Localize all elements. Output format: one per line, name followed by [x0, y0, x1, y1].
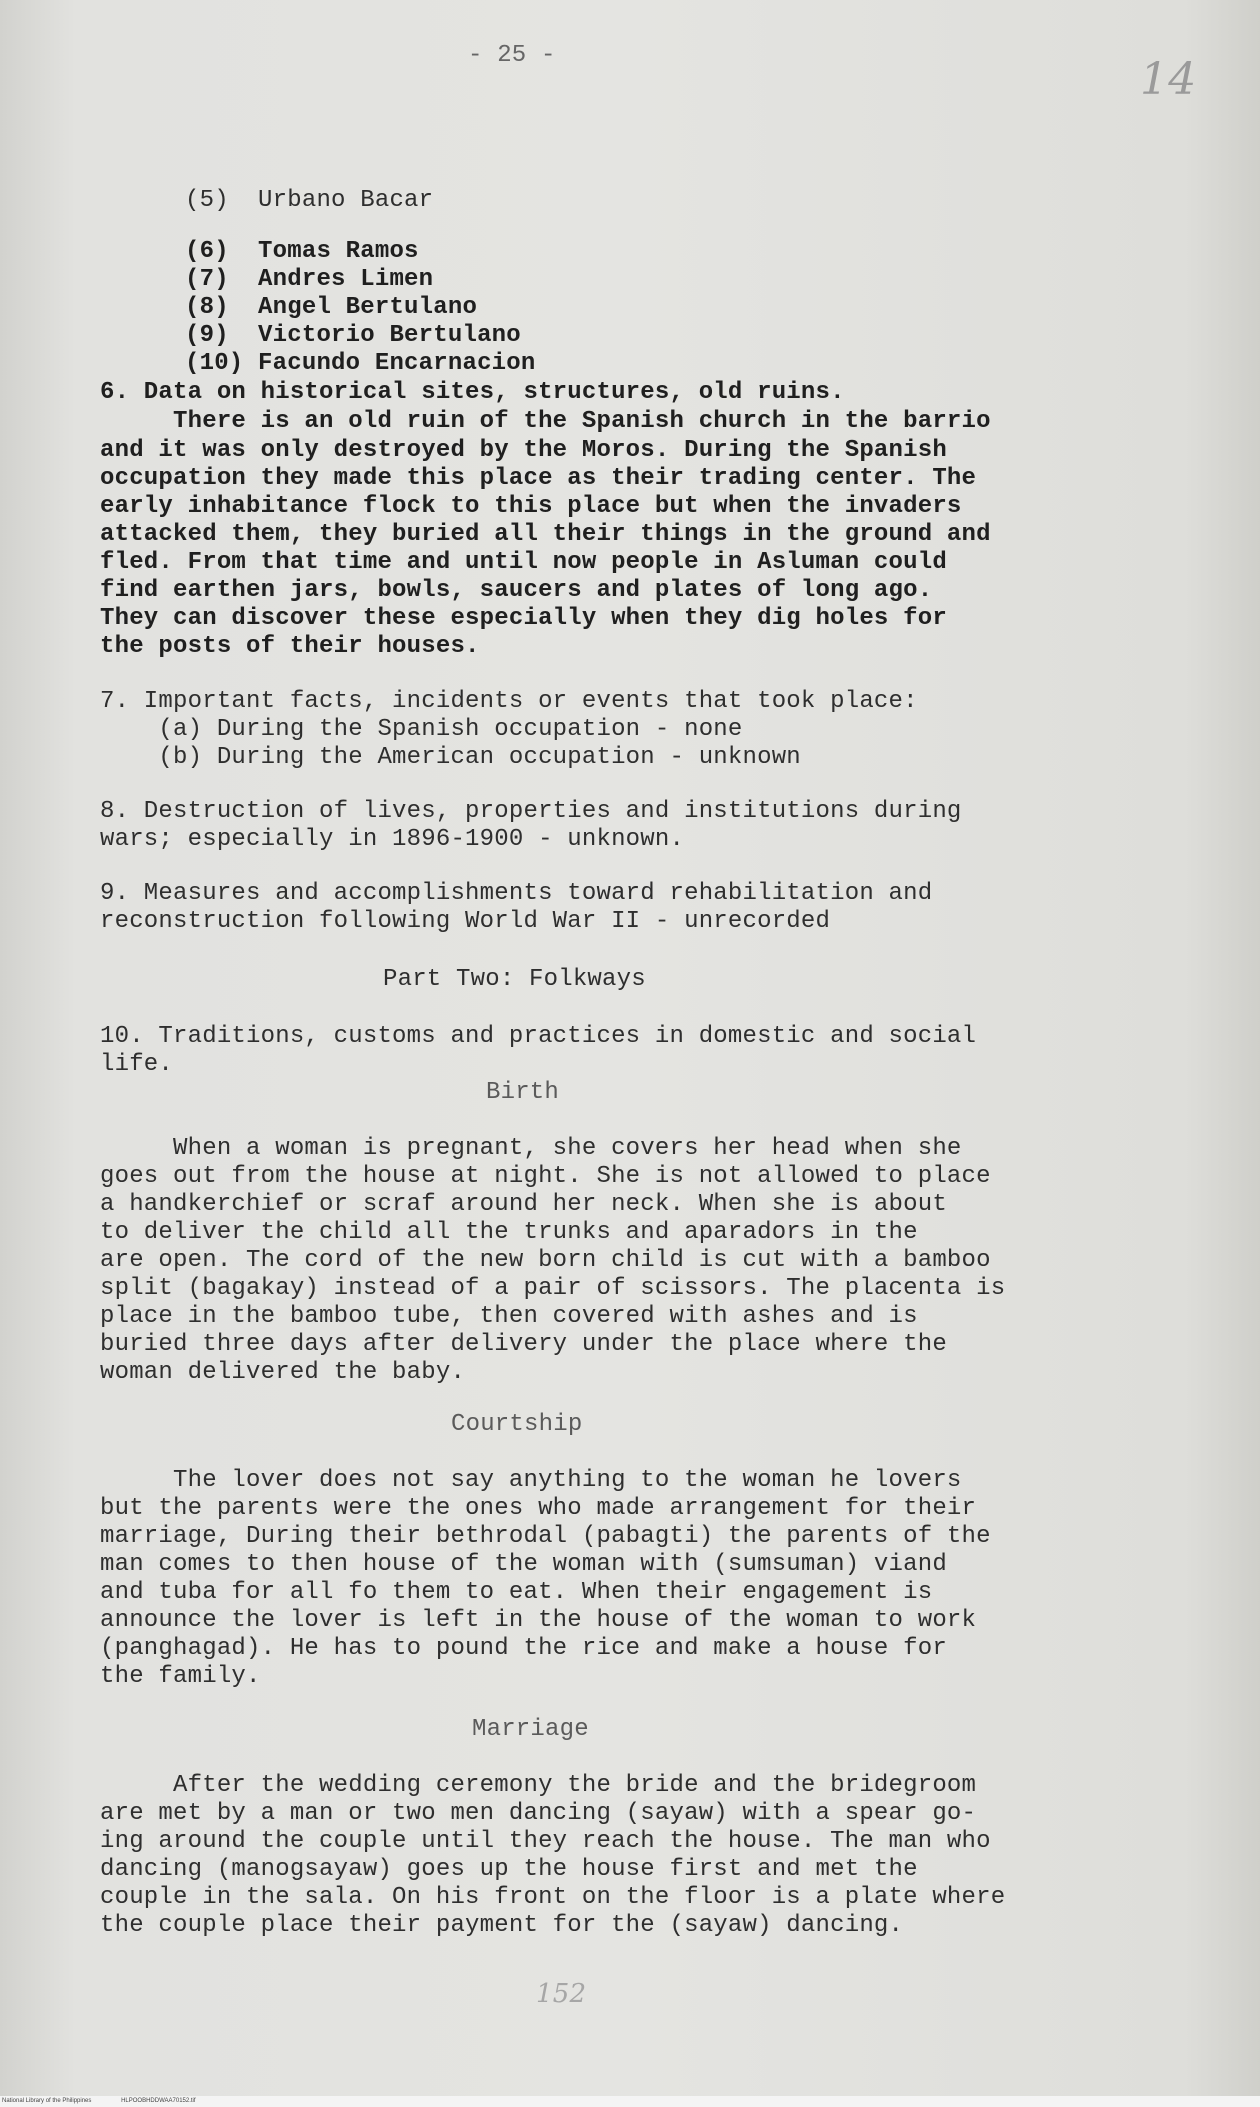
paragraph-line: and tuba for all fo them to eat. When their engagement is	[100, 1579, 933, 1606]
paragraph-line: After the wedding ceremony the bride and the bridegroom	[100, 1772, 977, 1799]
footer-filename: HLPOOBHDDWAA70152.tif	[121, 2098, 196, 2104]
list-item: (a) During the Spanish occupation - none	[100, 716, 743, 743]
page-number: - 25 -	[468, 42, 556, 69]
part-heading: Part Two: Folkways	[383, 966, 646, 993]
paragraph-line: occupation they made this place as their trading center. The	[100, 465, 977, 492]
paragraph-line: early inhabitance flock to this place but when the invaders	[100, 493, 962, 520]
list-item: (b) During the American occupation - unknown	[100, 744, 801, 771]
paragraph-line: to deliver the child all the trunks and aparadors in the	[100, 1219, 918, 1246]
paragraph-line: place in the bamboo tube, then covered with ashes and is	[100, 1303, 918, 1330]
paragraph-line: fled. From that time and until now people in Asluman could	[100, 549, 947, 576]
section-7-heading: 7. Important facts, incidents or events that took place:	[100, 688, 918, 715]
paragraph-line: goes out from the house at night. She is not allowed to place	[100, 1163, 991, 1190]
handwritten-page-mark: 14	[1140, 54, 1197, 105]
paragraph-line: the family.	[100, 1663, 261, 1690]
paragraph-line: the posts of their houses.	[100, 633, 480, 660]
list-item: (9) Victorio Bertulano	[185, 322, 521, 349]
courtship-heading: Courtship	[451, 1411, 583, 1438]
paragraph-line: woman delivered the baby.	[100, 1359, 466, 1386]
paragraph-line: split (bagakay) instead of a pair of scissors. The placenta is	[100, 1275, 1006, 1302]
handwritten-bottom-mark: 152	[536, 1979, 587, 2009]
scan-footer	[0, 2096, 1260, 2107]
paragraph-line: man comes to then house of the woman with (sumsuman) viand	[100, 1551, 947, 1578]
section-9-line: 9. Measures and accomplishments toward rehabilitation and	[100, 880, 933, 907]
marriage-heading: Marriage	[472, 1716, 589, 1743]
paragraph-line: the couple place their payment for the (sayaw) dancing.	[100, 1912, 904, 1939]
section-9-line: reconstruction following World War II - unrecorded	[100, 908, 831, 935]
section-10-line: life.	[100, 1051, 174, 1078]
paragraph-line: The lover does not say anything to the woman he lovers	[100, 1467, 962, 1494]
list-item: (5) Urbano Bacar	[185, 187, 434, 214]
list-item: (6) Tomas Ramos	[185, 238, 419, 265]
footer-source: National Library of the Philippines	[2, 2098, 92, 2104]
list-item: (8) Angel Bertulano	[185, 294, 478, 321]
paragraph-line: ing around the couple until they reach the house. The man who	[100, 1828, 991, 1855]
list-item: (10) Facundo Encarnacion	[185, 350, 536, 377]
paragraph-line: buried three days after delivery under the place where the	[100, 1331, 947, 1358]
paragraph-line: are open. The cord of the new born child is cut with a bamboo	[100, 1247, 991, 1274]
paragraph-line: When a woman is pregnant, she covers her head when she	[100, 1135, 962, 1162]
paragraph-line: and it was only destroyed by the Moros. During the Spanish	[100, 437, 947, 464]
section-8-line: 8. Destruction of lives, properties and institutions during	[100, 798, 962, 825]
paragraph-line: find earthen jars, bowls, saucers and plates of long ago.	[100, 577, 933, 604]
paragraph-line: announce the lover is left in the house of the woman to work	[100, 1607, 977, 1634]
paragraph-line: There is an old ruin of the Spanish church in the barrio	[100, 408, 991, 435]
paragraph-line: marriage, During their bethrodal (pabagti) the parents of the	[100, 1523, 991, 1550]
paragraph-line: They can discover these especially when they dig holes for	[100, 605, 947, 632]
section-10-line: 10. Traditions, customs and practices in domestic and social	[100, 1023, 977, 1050]
paragraph-line: but the parents were the ones who made arrangement for their	[100, 1495, 977, 1522]
section-8-line: wars; especially in 1896-1900 - unknown.	[100, 826, 685, 853]
list-item: (7) Andres Limen	[185, 266, 434, 293]
paragraph-line: a handkerchief or scraf around her neck. When she is about	[100, 1191, 947, 1218]
paragraph-line: attacked them, they buried all their things in the ground and	[100, 521, 991, 548]
paragraph-line: are met by a man or two men dancing (sayaw) with a spear go-	[100, 1800, 977, 1827]
birth-heading: Birth	[486, 1079, 560, 1106]
paragraph-line: dancing (manogsayaw) goes up the house first and met the	[100, 1856, 918, 1883]
section-6-heading: 6. Data on historical sites, structures, old ruins.	[100, 379, 845, 406]
paragraph-line: couple in the sala. On his front on the floor is a plate where	[100, 1884, 1006, 1911]
paragraph-line: (panghagad). He has to pound the rice and make a house for	[100, 1635, 947, 1662]
